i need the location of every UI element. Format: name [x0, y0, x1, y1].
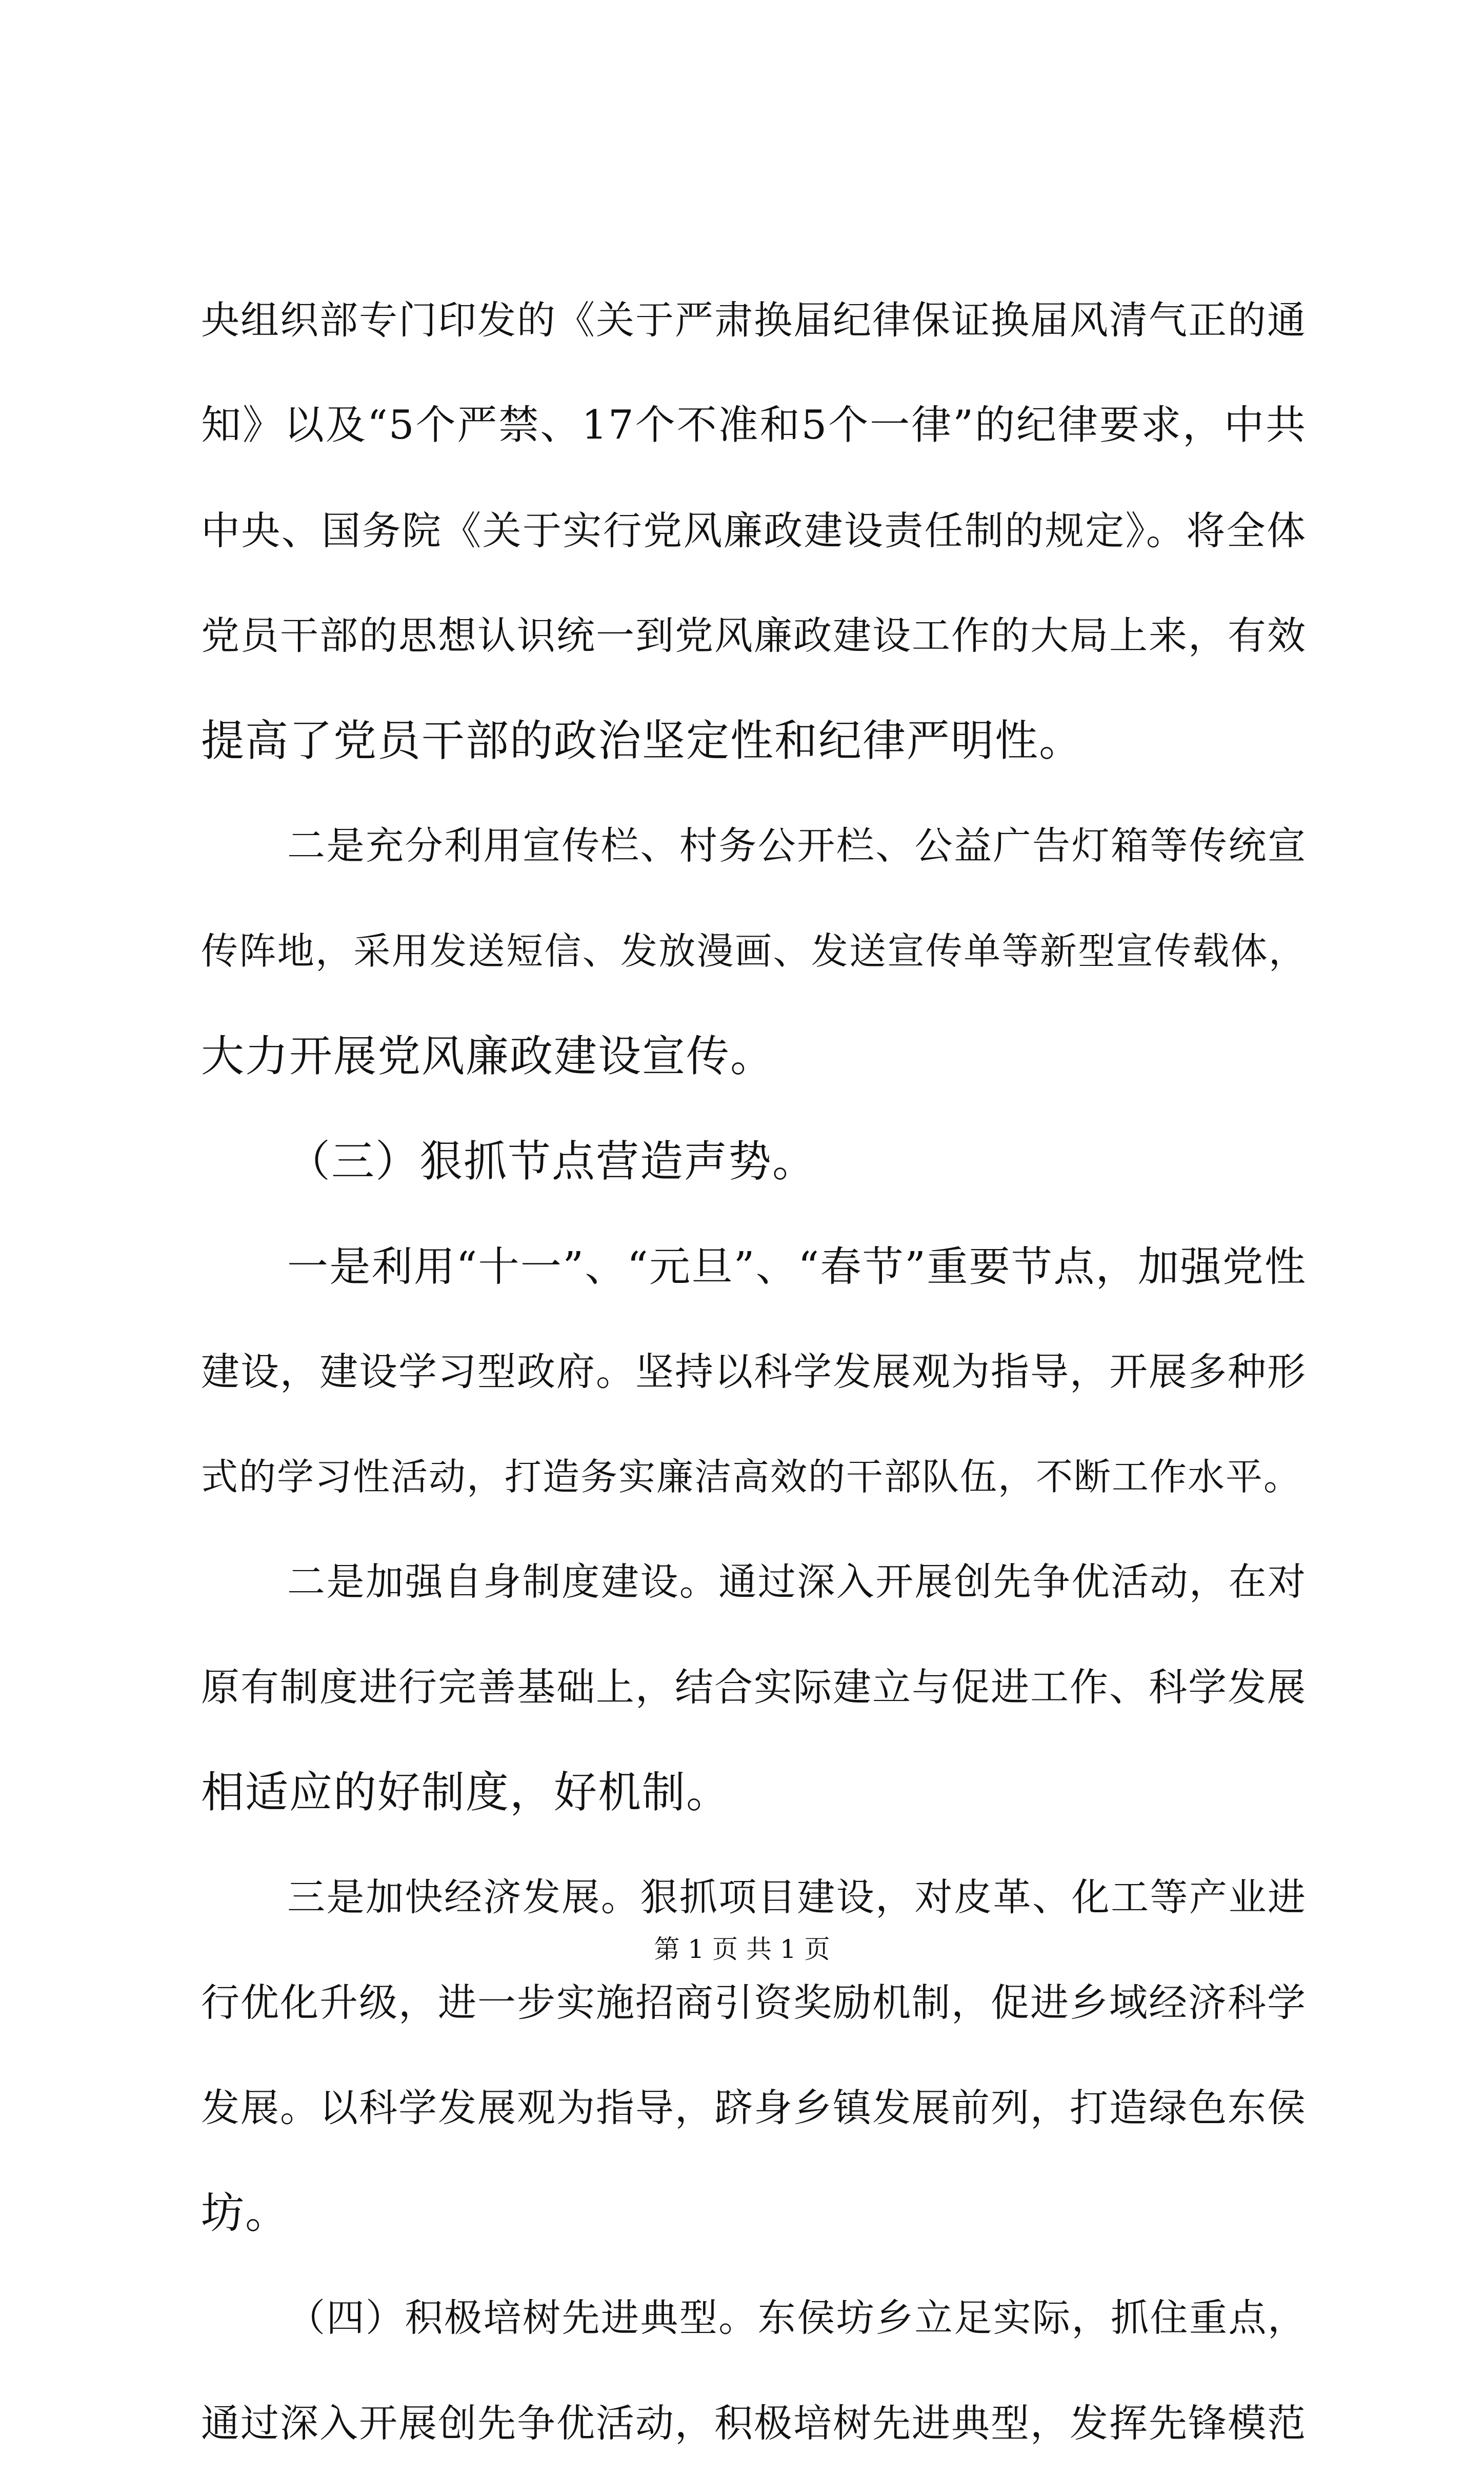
- text-line: 央组织部专门印发的《关于严肃换届纪律保证换届风清气正的通: [201, 298, 1307, 343]
- text-line: 中央、国务院《关于实行党风廉政建设责任制的规定》。将全体: [201, 508, 1307, 553]
- text-line: 坊。: [201, 2188, 290, 2238]
- text-line: （四）积极培树先进典型。东侯坊乡立足实际，抓住重点，: [287, 2296, 1307, 2340]
- text-line: 二是加强自身制度建设。通过深入开展创先争优活动，在对: [287, 1560, 1307, 1604]
- text-line: 通过深入开展创先争优活动，积极培树先进典型，发挥先锋模范: [201, 2401, 1307, 2446]
- text-line: 党员干部的思想认识统一到党风廉政建设工作的大局上来，有效: [201, 613, 1307, 658]
- text-line: 发展。以科学发展观为指导，跻身乡镇发展前列，打造绿色东侯: [201, 2085, 1307, 2130]
- text-line: （三）狠抓节点营造声势。: [287, 1136, 817, 1186]
- text-line: 相适应的好制度，好机制。: [201, 1767, 731, 1817]
- text-line: 行优化升级，进一步实施招商引资奖励机制，促进乡域经济科学: [201, 1980, 1307, 2025]
- text-line: 一是利用“十一”、“元旦”、“春节”重要节点，加强党性: [287, 1243, 1307, 1291]
- text-line: 提高了党员干部的政治坚定性和纪律严明性。: [201, 716, 1084, 766]
- text-line: 知》以及“5个严禁、17个不准和5个一律”的纪律要求，中共: [201, 402, 1307, 448]
- text-line: 建设，建设学习型政府。坚持以科学发展观为指导，开展多种形: [201, 1349, 1307, 1394]
- text-line: 大力开展党风廉政建设宣传。: [201, 1031, 775, 1081]
- page-footer: 第 1 页 共 1 页: [654, 1934, 830, 1964]
- document-body: [201, 268, 1307, 2476]
- text-line: 二是充分利用宣传栏、村务公开栏、公益广告灯箱等传统宣: [287, 824, 1307, 868]
- text-line: 三是加快经济发展。狠抓项目建设，对皮革、化工等产业进: [287, 1875, 1307, 1919]
- text-line: 式的学习性活动，打造务实廉洁高效的干部队伍，不断工作水平。: [201, 1455, 1302, 1498]
- text-line: 原有制度进行完善基础上，结合实际建立与促进工作、科学发展: [201, 1665, 1307, 1710]
- text-line: 传阵地，采用发送短信、发放漫画、发送宣传单等新型宣传载体，: [201, 929, 1307, 973]
